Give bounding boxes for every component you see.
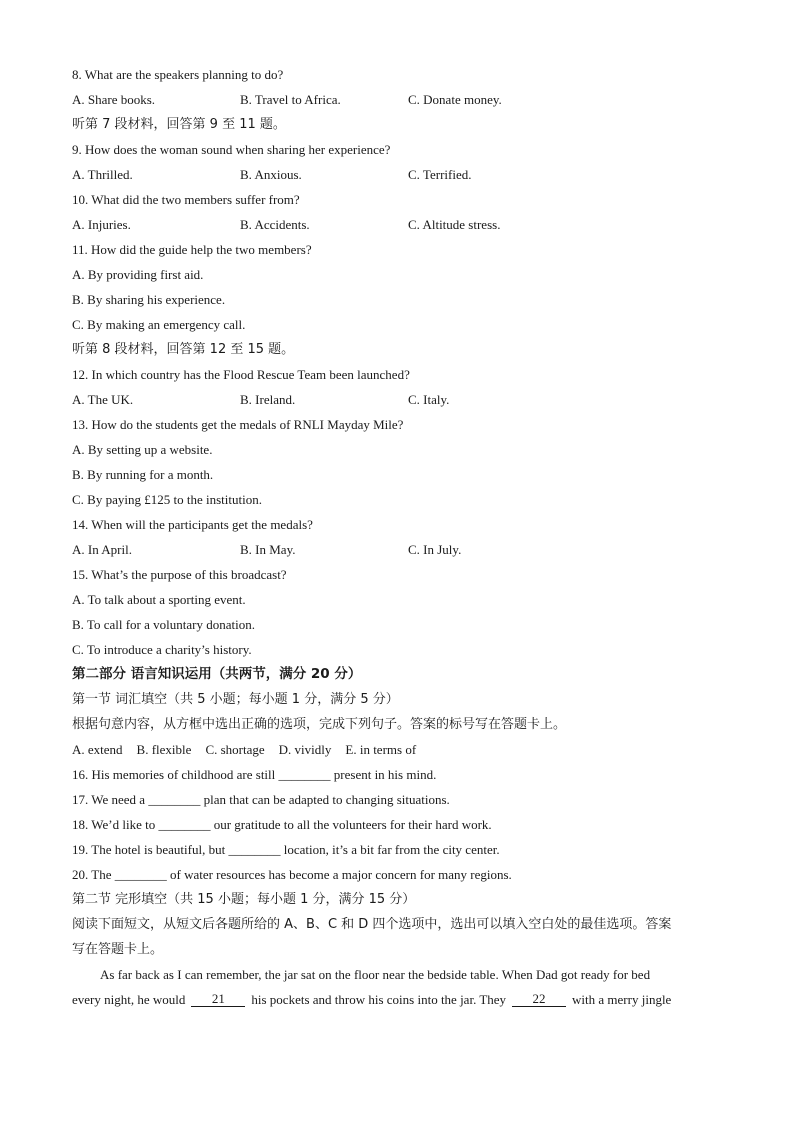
question-12-options [72,387,722,412]
question-8-options [72,87,722,112]
question-13-option-b: B. By running for a month. [72,467,214,482]
question-19-blank: ________ [228,842,281,857]
question-17 [72,787,722,812]
section-1-instruction: 根据句意内容，从方框中选出正确的选项，完成下列句子。答案的标号写在答题卡上。 [72,717,567,732]
question-10-option-a: A. Injuries. [72,217,131,232]
question-19-after: location, it’s a bit far from the city center. [283,842,500,857]
section-7-instruction: 听第 7 段材料，回答第 9 至 11 题。 [72,117,286,132]
passage-line-1: As far back as I can remember, the jar sat on the floor near the bedside table. When Dad got ready for bed [100,967,651,982]
question-14-options [72,537,722,562]
question-13-option-a: A. By setting up a website. [72,442,213,457]
question-18-after: our gratitude to all the volunteers for their hard work. [213,817,492,832]
question-11-option-b: B. By sharing his experience. [72,292,226,307]
question-14-option-a: A. In April. [72,542,132,557]
question-20-before: 20. The [72,867,112,882]
question-10-option-c: C. Altitude stress. [408,217,501,232]
question-8-option-c: C. Donate money. [408,92,502,107]
question-9-option-a: A. Thrilled. [72,167,133,182]
question-17-before: 17. We need a [72,792,146,807]
passage-line-2 [72,987,722,1012]
passage-line-2-part-c: with a merry jingle [572,992,672,1007]
question-14-option-c: C. In July. [408,542,462,557]
question-8-option-b: B. Travel to Africa. [240,92,341,107]
passage-line-2-part-a: every night, he would [72,992,186,1007]
question-19 [72,837,722,862]
blank-22: 22 [512,992,566,1007]
question-9-options [72,162,722,187]
question-19-before: 19. The hotel is beautiful, but [72,842,226,857]
question-17-after: plan that can be adapted to changing situations. [203,792,450,807]
word-options-row [72,737,722,762]
question-14-stem: 14. When will the participants get the medals? [72,517,313,532]
question-10-options [72,212,722,237]
question-11-option-a: A. By providing first aid. [72,267,204,282]
part-2-heading: 第二部分 语言知识运用（共两节，满分 20 分） [72,666,362,682]
question-15-option-c: C. To introduce a charity’s history. [72,642,252,657]
word-option-d: D. vividly [278,742,332,757]
section-2-instruction-line-2: 写在答题卡上。 [72,942,164,957]
question-16-blank: ________ [278,767,331,782]
question-13-option-c: C. By paying £125 to the institution. [72,492,262,507]
question-9-option-b: B. Anxious. [240,167,302,182]
question-20 [72,862,722,887]
question-12-stem: 12. In which country has the Flood Rescue Team been launched? [72,367,410,382]
question-10-option-b: B. Accidents. [240,217,310,232]
question-9-option-c: C. Terrified. [408,167,472,182]
question-15-option-b: B. To call for a voluntary donation. [72,617,255,632]
question-20-after: of water resources has become a major concern for many regions. [169,867,512,882]
question-18-before: 18. We’d like to [72,817,156,832]
question-12-option-a: A. The UK. [72,392,134,407]
word-option-c: C. shortage [205,742,265,757]
question-8-option-a: A. Share books. [72,92,156,107]
question-13-stem: 13. How do the students get the medals of RNLI Mayday Mile? [72,417,404,432]
question-11-stem: 11. How did the guide help the two members? [72,242,312,257]
cloze-passage [72,962,722,1012]
question-12-option-b: B. Ireland. [240,392,296,407]
question-16-after: present in his mind. [333,767,437,782]
question-16 [72,762,722,787]
question-10-stem: 10. What did the two members suffer from? [72,192,300,207]
section-2-title: 第二节 完形填空（共 15 小题；每小题 1 分，满分 15 分） [72,892,416,907]
question-16-before: 16. His memories of childhood are still [72,767,276,782]
passage-line-2-part-b: his pockets and throw his coins into the jar. They [251,992,507,1007]
question-20-blank: ________ [114,867,167,882]
question-17-blank: ________ [148,792,201,807]
question-9-stem: 9. How does the woman sound when sharing her experience? [72,142,391,157]
question-8-stem: 8. What are the speakers planning to do? [72,67,284,82]
document-page [72,62,722,1012]
section-2-instruction-line-1: 阅读下面短文，从短文后各题所给的 A、B、C 和 D 四个选项中，选出可以填入空白处的最佳选项。答案 [72,917,672,932]
question-14-option-b: B. In May. [240,542,296,557]
section-1-title: 第一节 词汇填空（共 5 小题；每小题 1 分，满分 5 分） [72,692,399,707]
word-option-e: E. in terms of [345,742,417,757]
word-option-a: A. extend [72,742,123,757]
word-option-b: B. flexible [136,742,192,757]
section-8-instruction: 听第 8 段材料，回答第 12 至 15 题。 [72,342,295,357]
blank-21: 21 [191,992,245,1007]
question-11-option-c: C. By making an emergency call. [72,317,246,332]
question-15-stem: 15. What’s the purpose of this broadcast? [72,567,287,582]
question-18 [72,812,722,837]
question-12-option-c: C. Italy. [408,392,450,407]
question-15-option-a: A. To talk about a sporting event. [72,592,246,607]
question-18-blank: ________ [158,817,211,832]
